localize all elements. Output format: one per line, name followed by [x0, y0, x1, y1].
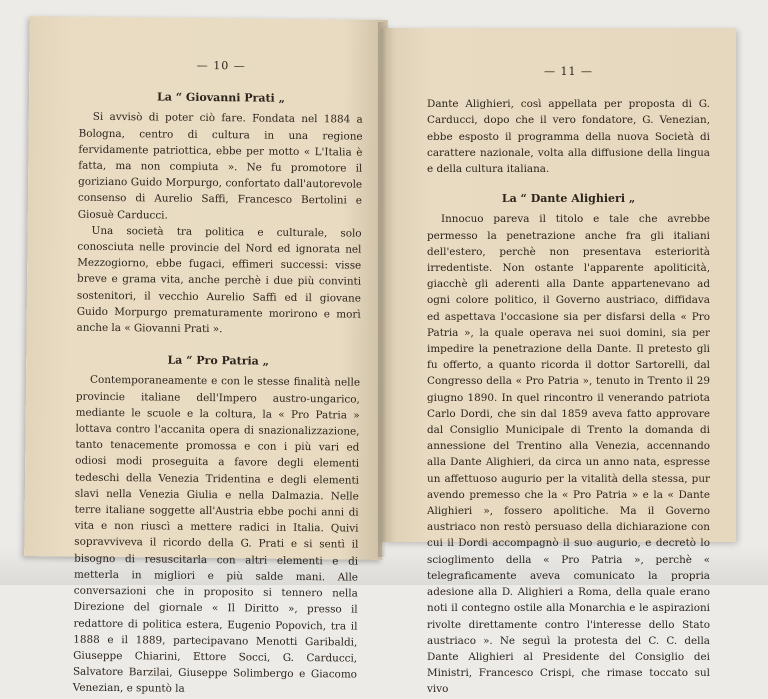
heading-dante-alighieri: La “ Dante Alighieri „ [501, 192, 636, 206]
heading-giovanni-prati: La “ Giovanni Prati „ [156, 90, 286, 106]
paragraph: Una società tra politica e culturale, solo conosciuta nelle provincie del Nord ed ignorata nel Mezzogiorno, ebbe fugaci, effimeri successi: visse breve e grama vita, anche perchè i due più convinti sostenitori, il vecchio Aurelio Saffi ed il giovane Guido Morpurgo prematuramente morirono e morì anche la « Giovanni Prati ». [76, 224, 362, 336]
paragraph: Innocuo pareva il titolo e tale che avrebbe permesso la penetrazione anche fra gli italiani dell'estero, perchè non presentava esteriorità irredentiste. Non ostante l'apparente apoliticità, giacchè gli aderenti alla Dante appartenevano ad ogni colore politico, il Governo austriaco, diffidava ed aspettava l'occasione sia per disfarsi della « Pro Patria », la quale operava nei suoi domini, sia per impedire la penetrazione della Dante. Il pretesto gli fu offerto, a quanto ricorda il dottor Sartorelli, dal Congresso della « Pro Patria », tenuto in Trento il 29 giugno 1890. In quel rincontro il venerando patriota Carlo Dordi, che sin dal 1859 aveva fatto approvare dal Consiglio Municipale di Trento la domanda di annessione del Trentino alla Venezia, accennando alla Dante Alighieri, da circa un anno nata, espresse un affettuoso augurio per la vitalità della stessa, pur avendo premesso che la « Pro Patria » e la « Dante Alighieri », fossero apolitiche. Ma il Governo austriaco non restò persuaso della dichiarazione con cui il Dordi accompagnò il suo augurio, e decretò lo scioglimento della « Pro Patria », perchè « telegraficamente aveva comunicato la propria adesione alla D. Alighieri a Roma, della quale erano noti il contegno ostile alla Monarchia e le aspirazioni rivolte direttamente contro l'interesse dello Stato austriaco ». Ne seguì la protesta del C. C. della Dante Alighieri al Presidente del Consiglio dei Ministri, Francesco Crispi, che rimase toccato sul vivo [427, 213, 710, 696]
paragraph: Dante Alighieri, così appellata per proposta di G. Carducci, dopo che il vero fondatore, G. Venezian, ebbe esposto il programma della nuova Società di carattere nazionale, volta alla diffusione della lingua e della cultura italiana. [427, 98, 710, 176]
right-page [381, 28, 736, 696]
left-page [24, 16, 388, 696]
paragraph: Contemporaneamente e con le stesse finalità nelle provincie italiane dell'Impero austro-ungarico, mediante le scuole e la coltura, la « Pro Patria » lottava contro l'accanita opera di snazionalizzazione, tanto tenacemente promossa e con i più vari ed odiosi modi proseguita a favore degli elementi tedeschi della Venezia Tridentina e degli elementi slavi nella Venezia Giulia e nella Dalmazia. Nelle terre italiane soggette all'Austria ebbe pochi anni di vita e non riuscì a mettere radici in Italia. Quivi sopravviveva il ricordo della G. Prati e si sentì il bisogno di resuscitarla con altri elementi e di metterla in migliori e più salde mani. Alle conversazioni che in proposito si tennero nella Direzione del giornale « Il Diritto », presso il redattore di politica estera, Eugenio Popovich, tra il 1888 e il 1889, partecipavano Menotti Garibaldi, Giuseppe Chiarini, Ettore Socci, G. Carducci, Salvatore Barzilai, Giuseppe Solimbergo e Giacomo Venezian, e spuntò la [72, 374, 361, 696]
page-number-left: — 10 — [196, 58, 246, 73]
page-number-right: — 11 — [544, 65, 593, 78]
heading-pro-patria: La “ Pro Patria „ [167, 353, 270, 368]
paragraph: Si avvisò di poter ciò fare. Fondata nel 1884 a Bologna, centro di cultura in una regione fervidamente patriottica, ebbe per motto « L'Italia è fatta, ma non compiuta ». Ne fu promotore il goriziano Guido Morpurgo, confortato dall'autorevole consenso di Aurelio Saffi, Francesco Bertolini e Giosuè Carducci. [77, 111, 363, 222]
book-gutter [378, 22, 386, 557]
